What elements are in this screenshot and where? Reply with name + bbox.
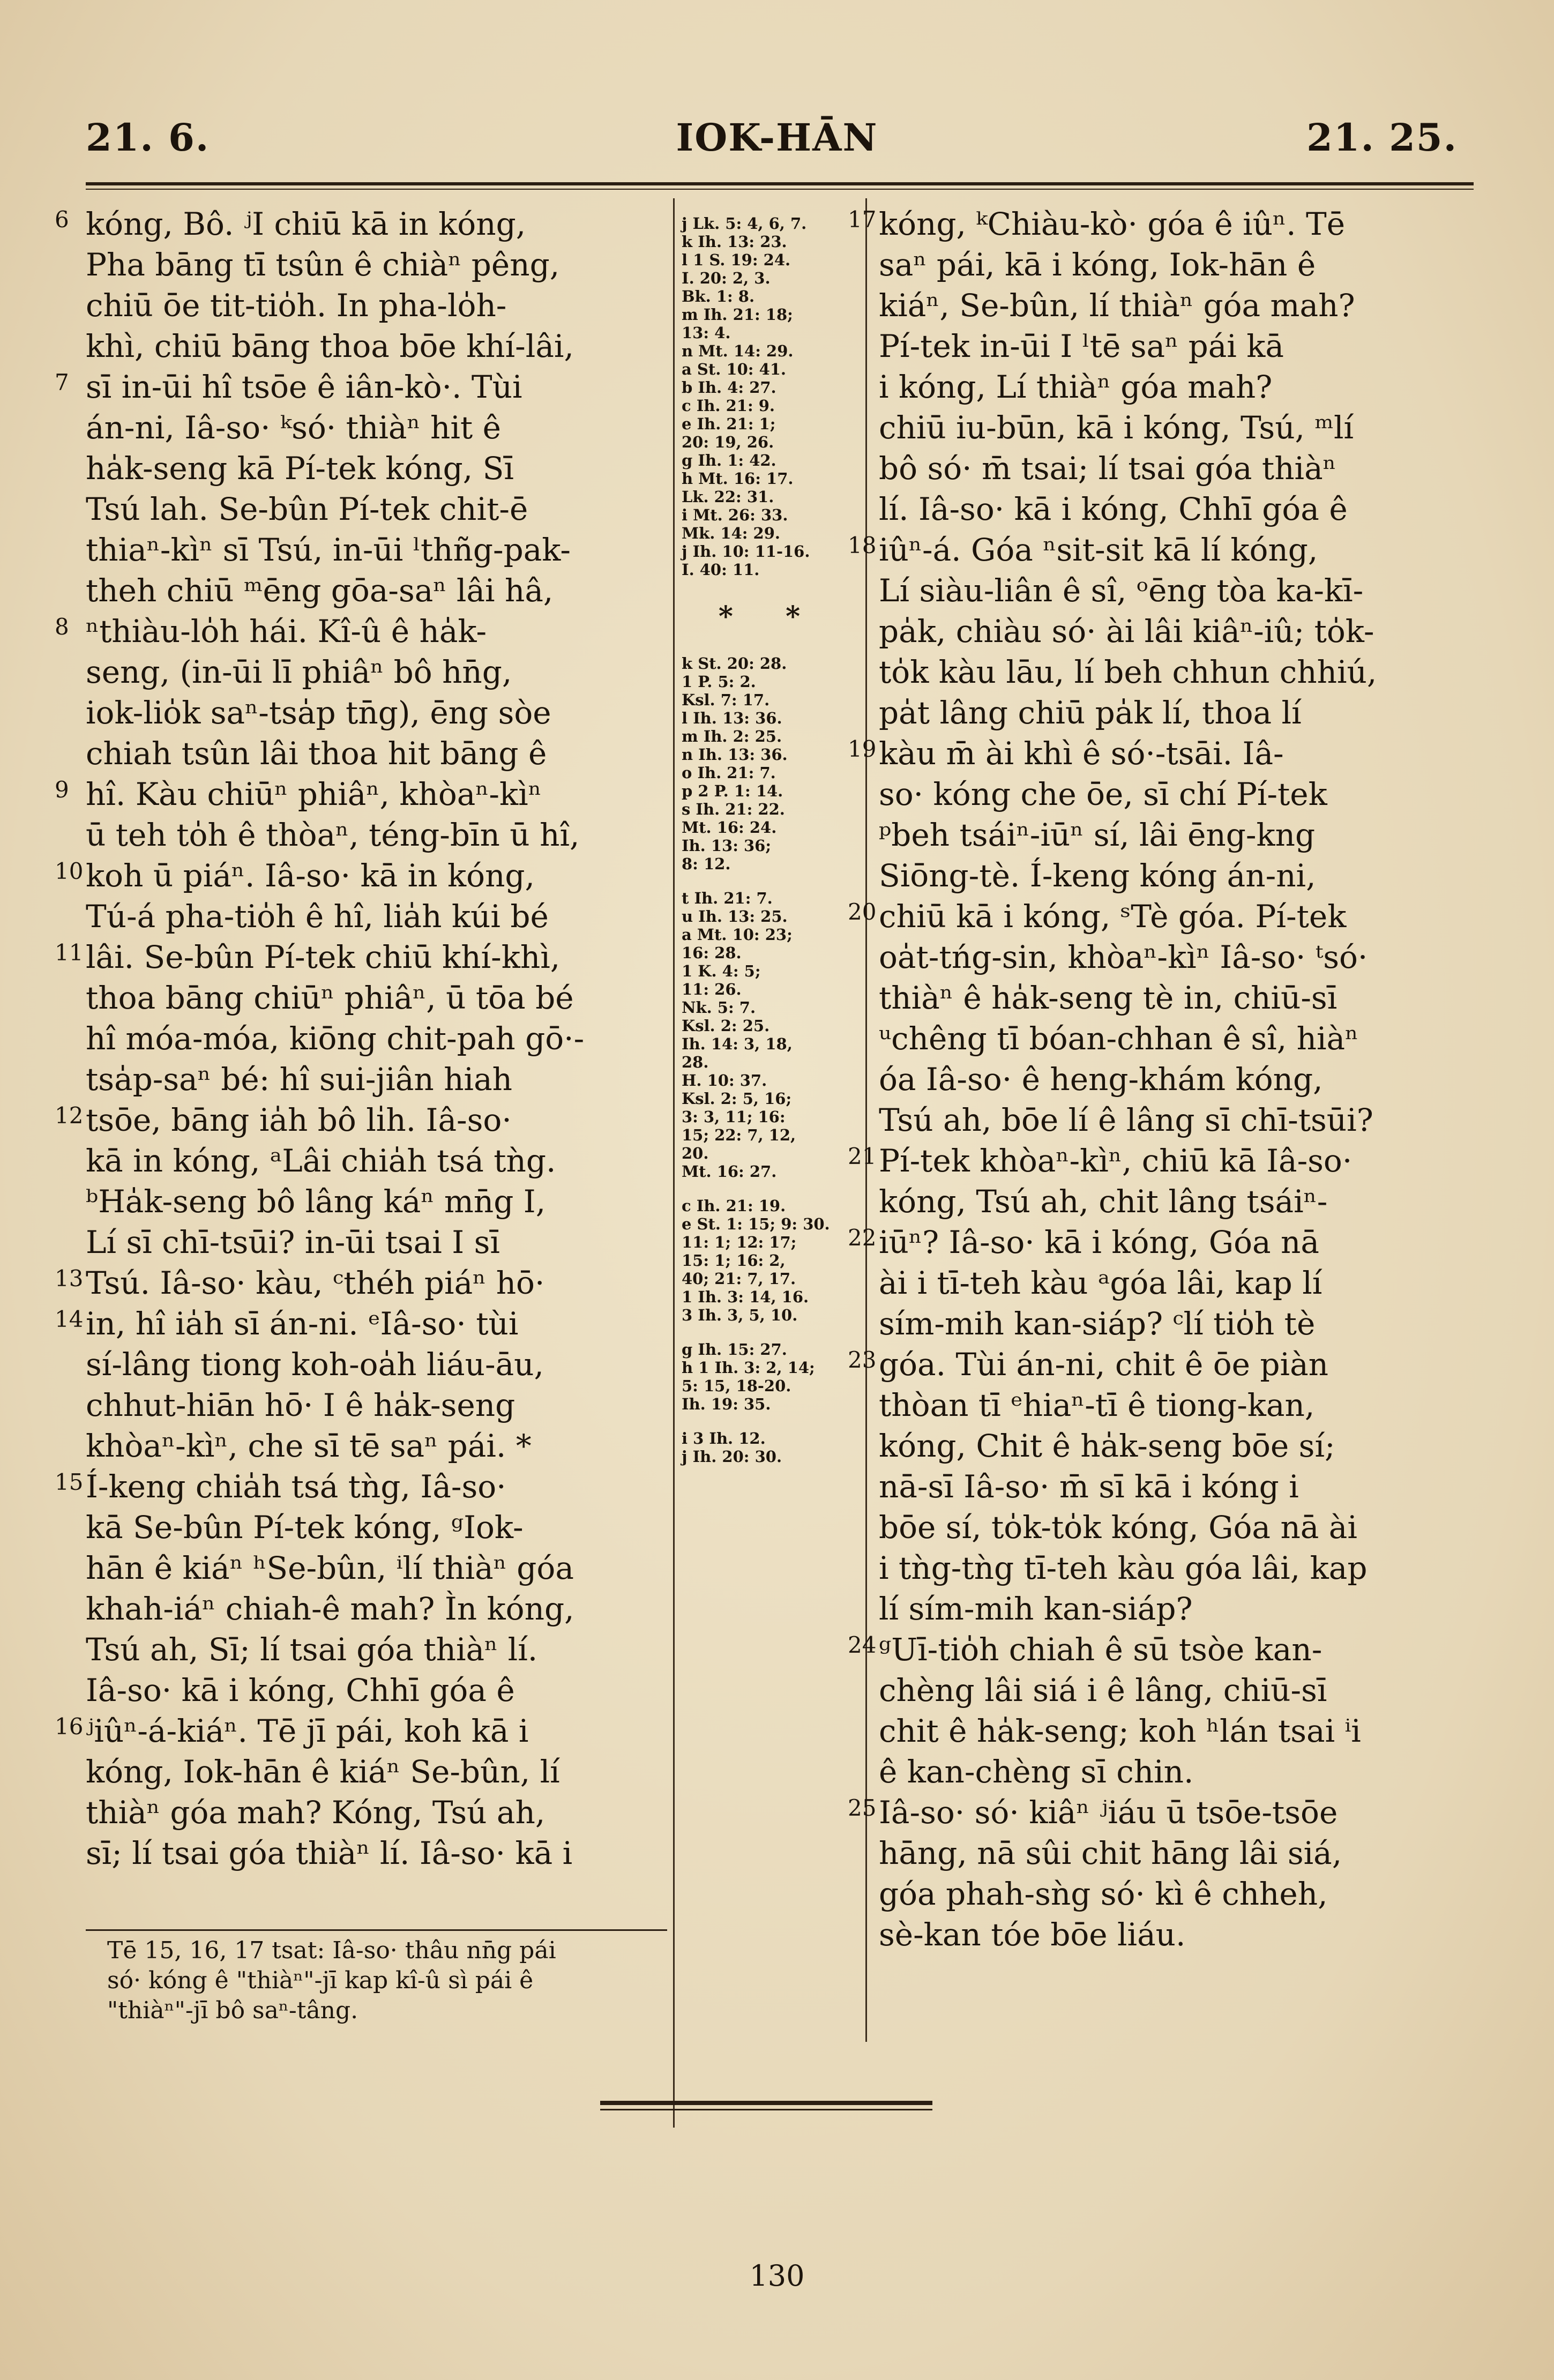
verse-text: kā Se-bûn Pí-tek kóng, ᵍIok- [86,1509,524,1546]
verse-line [55,1303,667,1344]
verse-text: kóng, Iok-hān ê kiáⁿ Se-bûn, lí [86,1754,560,1790]
verse-text: sī in-ūi hî tsōe ê iân-kò·. Tùi [86,369,522,405]
verse-line [86,326,667,367]
reference-entry: e Ih. 21: 1; [682,415,776,433]
verse-line [879,692,1466,733]
verse-text: thoa bāng chiūⁿ phiâⁿ, ū tōa bé [86,980,574,1016]
verse-text: tsa̍p-saⁿ bé: hî sui-jiân hiah [86,1061,513,1098]
reference-entry: 40; 21: 7, 17. [682,1270,796,1288]
verse-text: iūⁿ? Iâ-so· kā i kóng, Góa nā [879,1224,1319,1260]
reference-entry: I. 40: 11. [682,561,760,579]
verse-line [86,407,667,448]
reference-entry: j Lk. 5: 4, 6, 7. [682,214,807,233]
verse-line [55,774,667,815]
reference-entry: c Ih. 21: 9. [682,397,775,415]
reference-entry: i Mt. 26: 33. [682,506,788,524]
verse-line [86,652,667,692]
reference-entry: l Ih. 13: 36. [682,709,782,727]
verse-line [86,570,667,611]
verse-text: ū teh to̍h ê thòaⁿ, téng-bīn ū hî, [86,817,580,853]
reference-entry: Bk. 1: 8. [682,287,755,305]
verse-text: Siōng-tè. Í-keng kóng án-ni, [879,857,1316,894]
verse-text: koh ū piáⁿ. Iâ-so· kā in kóng, [86,857,535,894]
reference-entry: 1 Ih. 3: 14, 16. [682,1288,809,1306]
verse-line [86,692,667,733]
reference-entry: j Ih. 10: 11-16. [682,542,810,561]
verse-text: chiū iu-būn, kā i kóng, Tsú, ᵐlí [879,409,1354,446]
verse-line [86,978,667,1018]
verse-line [848,204,1466,244]
reference-entry: 3: 3, 11; 16: [682,1108,786,1126]
reference-entry: j Ih. 20: 30. [682,1448,782,1466]
reference-entry: c Ih. 21: 19. [682,1197,786,1215]
reference-entry [682,1324,858,1340]
end-rule [600,2101,932,2105]
reference-entry: 11: 26. [682,980,742,998]
verse-text: iok-lio̍k saⁿ-tsa̍p tn̄g), ēng sòe [86,695,551,731]
reference-entry [682,1181,858,1197]
reference-entry: 15: 1; 16: 2, [682,1251,786,1270]
reference-entry: h 1 Ih. 3: 2, 14; [682,1359,815,1377]
reference-entry: 11: 1; 12: 17; [682,1233,797,1251]
verse-line [879,1874,1466,1914]
verse-line [86,815,667,855]
verse-number: 10 [55,858,84,884]
verse-text: khì, chiū bāng thoa bōe khí-lâi, [86,328,574,364]
verse-line [86,1181,667,1222]
verse-line [879,367,1466,407]
verse-line [86,285,667,326]
verse-text: Iâ-so· só· kiâⁿ ʲiáu ū tsōe-tsōe [879,1794,1338,1831]
verse-text: sím-mih kan-siáp? ᶜlí tio̍h tè [879,1305,1316,1342]
reference-entry: u Ih. 13: 25. [682,907,788,926]
verse-line [86,1018,667,1059]
verse-text: thiaⁿ-kìⁿ sī Tsú, in-ūi ˡthñg-pak- [86,532,571,568]
reference-entry: 16: 28. [682,944,742,962]
verse-line [879,1914,1466,1955]
verse-line [86,1629,667,1670]
verse-number: 24 [848,1632,877,1658]
reference-entry: Mk. 14: 29. [682,524,780,542]
verse-line [879,326,1466,367]
reference-entry: 28. [682,1053,709,1071]
reference-entry: b Ih. 4: 27. [682,378,776,397]
verse-number: 16 [55,1713,84,1740]
verse-text: khòaⁿ-kìⁿ, che sī tē saⁿ pái. * [86,1428,532,1464]
verse-text: thiàⁿ góa mah? Kóng, Tsú ah, [86,1794,546,1831]
verse-line [86,1344,667,1385]
verse-text: sī; lí tsai góa thiàⁿ lí. Iâ-so· kā i [86,1835,573,1871]
verse-number: 15 [55,1469,84,1495]
verse-line [879,448,1466,489]
header-rule [86,182,1474,185]
verse-line [879,1507,1466,1548]
reference-entry: Ih. 13: 36; [682,837,772,855]
reference-entry: a Mt. 10: 23; [682,926,793,944]
verse-text: chiū kā i kóng, ˢTè góa. Pí-tek [879,898,1347,935]
verse-text: ha̍k-seng kā Pí-tek kóng, Sī [86,450,514,487]
verse-line [86,489,667,529]
verse-text: tsōe, bāng ia̍h bô li̍h. Iâ-so· [86,1102,512,1138]
reference-entry [682,873,858,889]
reference-entry: Ih. 19: 35. [682,1395,771,1413]
verse-line [848,1629,1466,1670]
reference-entry: k St. 20: 28. [682,654,787,673]
verse-line [55,855,667,896]
reference-entry: Ksl. 2: 25. [682,1017,770,1035]
verse-line [879,1100,1466,1140]
verse-line [55,937,667,978]
verse-line [879,855,1466,896]
verse-number: 12 [55,1102,84,1129]
reference-entry: 1 P. 5: 2. [682,673,756,691]
reference-entry: Nk. 5: 7. [682,998,756,1017]
reference-entry: h Mt. 16: 17. [682,469,794,488]
verse-text: kóng, Chit ê ha̍k-seng bōe sí; [879,1428,1335,1464]
reference-entry: m Ih. 2: 25. [682,727,782,745]
verse-text: Pí-tek khòaⁿ-kìⁿ, chiū kā Iâ-so· [879,1143,1353,1179]
verse-line [55,1100,667,1140]
reference-entry: p 2 P. 1: 14. [682,782,783,800]
verse-line [879,652,1466,692]
verse-line [879,1018,1466,1059]
verse-text: sè-kan tóe bōe liáu. [879,1916,1186,1953]
verse-line [55,611,667,652]
verse-line [879,1181,1466,1222]
verse-text: kóng, Tsú ah, chit lâng tsáiⁿ- [879,1183,1328,1220]
verse-text: ᵇHa̍k-seng bô lâng káⁿ mn̄g I, [86,1183,546,1220]
reference-entry: I. 20: 2, 3. [682,269,771,287]
verse-text: pa̍k, chiàu só· ài lâi kiâⁿ-iû; to̍k- [879,613,1374,650]
verse-line [879,489,1466,529]
reference-entry: Mt. 16: 27. [682,1162,777,1181]
verse-text: kàu m̄ ài khì ê só·-tsāi. Iâ- [879,735,1284,772]
verse-line [86,1792,667,1833]
verse-number: 21 [848,1143,877,1169]
reference-entry: 20: 19, 26. [682,433,774,451]
verse-text: hî móa-móa, kiōng chit-pah gō·- [86,1020,585,1057]
reference-entry: H. 10: 37. [682,1071,767,1090]
verse-text: ê kan-chèng sī chin. [879,1754,1194,1790]
verse-line [55,1466,667,1507]
verse-text: chit ê ha̍k-seng; koh ʰlán tsai ⁱi [879,1713,1361,1749]
verse-line [879,1833,1466,1874]
reference-entry: m Ih. 21: 18; [682,305,793,324]
reference-entry: g Ih. 15: 27. [682,1340,787,1359]
verse-text: Í-keng chia̍h tsá tǹg, Iâ-so· [86,1468,506,1505]
verse-text: ài i tī-teh kàu ᵃgóa lâi, kap lí [879,1265,1323,1301]
reference-entry: i 3 Ih. 12. [682,1429,766,1448]
verse-text: so· kóng che ōe, sī chí Pí-tek [879,776,1327,812]
reference-entry: Ksl. 2: 5, 16; [682,1090,792,1108]
verse-text: lí. Iâ-so· kā i kóng, Chhī góa ê [879,491,1348,527]
verse-line [86,244,667,285]
verse-line [86,896,667,937]
verse-line [879,815,1466,855]
verse-text: saⁿ pái, kā i kóng, Iok-hān ê [879,247,1316,283]
verse-number: 7 [55,369,69,396]
verse-line [86,1140,667,1181]
reference-entry: Mt. 16: 24. [682,818,777,837]
verse-line [879,937,1466,978]
verse-line [55,1711,667,1751]
verse-line [879,1670,1466,1711]
verse-line [879,1466,1466,1507]
reference-entry: s Ih. 21: 22. [682,800,785,818]
reference-entry: 8: 12. [682,855,731,873]
verse-line [879,407,1466,448]
verse-number: 17 [848,206,877,233]
verse-line [879,1059,1466,1100]
verse-text: án-ni, Iâ-so· ᵏsó· thiàⁿ hit ê [86,409,501,446]
verse-line [879,1751,1466,1792]
reference-entry: a St. 10: 41. [682,360,787,378]
reference-entry: 20. [682,1144,709,1162]
verse-line [55,1263,667,1303]
reference-entry: t Ih. 21: 7. [682,889,773,907]
verse-text: thiàⁿ ê ha̍k-seng tè in, chiū-sī [879,980,1338,1016]
verse-line [848,1792,1466,1833]
verse-line [879,1588,1466,1629]
verse-line [86,1670,667,1711]
verse-number: 23 [848,1347,877,1373]
verse-text: chiah tsûn lâi thoa hit bāng ê [86,735,547,772]
verse-text: kóng, ᵏChiàu-kò· góa ê iûⁿ. Tē [879,206,1346,242]
reference-entry: e St. 1: 15; 9: 30. [682,1215,830,1233]
verse-text: óa Iâ-so· ê heng-khám kóng, [879,1061,1323,1098]
verse-text: nā-sī Iâ-so· m̄ sī kā i kóng i [879,1468,1299,1505]
verse-text: hāng, nā sûi chit hāng lâi siá, [879,1835,1342,1871]
verse-line [55,204,667,244]
verse-text: Tú-á pha-tio̍h ê hî, lia̍h kúi bé [86,898,549,935]
verse-text: hî. Kàu chiūⁿ phiâⁿ, khòaⁿ-kìⁿ [86,776,542,812]
verse-text: góa. Tùi án-ni, chit ê ōe piàn [879,1346,1329,1383]
header-rule-thin [86,189,1474,190]
verse-number: 22 [848,1225,877,1251]
verse-text: lí sím-mih kan-siáp? [879,1591,1193,1627]
cross-references [682,214,858,1466]
verse-text: i kóng, Lí thiàⁿ góa mah? [879,369,1273,405]
reference-entry: Lk. 22: 31. [682,488,774,506]
verse-line [879,1385,1466,1426]
verse-text: iûⁿ-á. Góa ⁿsit-sit kā lí kóng, [879,532,1318,568]
verse-text: chiū ōe tit-tio̍h. In pha-lo̍h- [86,287,507,324]
verse-line [879,570,1466,611]
verse-line [86,1059,667,1100]
book-title: IOK-HĀN [676,115,878,160]
verse-text: Lí siàu-liân ê sî, ᵒēng tòa ka-kī- [879,572,1364,609]
verse-line [879,1711,1466,1751]
verse-text: Tsú lah. Se-bûn Pí-tek chit-ē [86,491,528,527]
verse-text: ʲiûⁿ-á-kiáⁿ. Tē jī pái, koh kā i [86,1713,529,1749]
reference-entry: 13: 4. [682,324,731,342]
left-text-column [55,204,667,1874]
verse-number: 19 [848,736,877,762]
header-left-ref: 21. 6. [86,115,210,160]
footnote [107,1936,670,2026]
verse-line [86,1507,667,1548]
verse-line [848,733,1466,774]
verse-text: ᵍUī-tio̍h chiah ê sū tsòe kan- [879,1631,1323,1668]
verse-line [86,1426,667,1466]
verse-line [86,1751,667,1792]
verse-line [879,285,1466,326]
verse-text: góa phah-sǹg só· kì ê chheh, [879,1876,1328,1912]
verse-line [86,1588,667,1629]
right-text-column [848,204,1466,1955]
verse-line [879,244,1466,285]
references-top [682,214,858,579]
verse-text: bōe sí, to̍k-to̍k kóng, Góa nā ài [879,1509,1357,1546]
verse-text: seng, (in-ūi lī phiâⁿ bô hn̄g, [86,654,512,690]
verse-line [86,1222,667,1263]
reference-entry: g Ih. 1: 42. [682,451,776,469]
verse-line [86,529,667,570]
footnote-line: só· kóng ê "thiàⁿ"-jī kap kî-û sì pái ê [107,1967,534,1994]
reference-entry: k Ih. 13: 23. [682,233,787,251]
verse-line [879,1426,1466,1466]
verse-text: bô só· m̄ tsai; lí tsai góa thiàⁿ [879,450,1336,487]
verse-text: chèng lâi siá i ê lâng, chiū-sī [879,1672,1327,1708]
verse-text: ᵘchêng tī bóan-chhan ê sî, hiàⁿ [879,1020,1359,1057]
footnote-line: "thiàⁿ"-jī bô saⁿ-tâng. [107,1997,358,2024]
column-divider-left [673,198,675,2128]
verse-text: Tsú ah, Sī; lí tsai góa thiàⁿ lí. [86,1631,538,1668]
verse-number: 9 [55,777,69,803]
verse-number: 18 [848,532,877,558]
verse-text: chhut-hiān hō· I ê ha̍k-seng [86,1387,515,1423]
verse-line [848,1344,1466,1385]
verse-line [86,448,667,489]
verse-number: 25 [848,1795,877,1821]
reference-entry: 5: 15, 18-20. [682,1377,791,1395]
reference-entry: o Ih. 21: 7. [682,764,776,782]
references-bottom [682,654,858,1466]
references-stars: * * [718,600,822,633]
reference-entry [682,1413,858,1429]
verse-text: theh chiū ᵐēng gōa-saⁿ lâi hâ, [86,572,554,609]
reference-entry: 1 K. 4: 5; [682,962,761,980]
verse-text: ᵖbeh tsáiⁿ-iūⁿ sí, lâi ēng-kng [879,817,1316,853]
verse-text: Pha bāng tī tsûn ê chiàⁿ pêng, [86,247,560,283]
verse-number: 8 [55,614,69,640]
reference-entry: 15; 22: 7, 12, [682,1126,796,1144]
verse-text: thòan tī ᵉhiaⁿ-tī ê tiong-kan, [879,1387,1315,1423]
verse-line [879,1303,1466,1344]
footnote-line: Tē 15, 16, 17 tsat: Iâ-so· thâu nn̄g pái [107,1937,556,1964]
verse-number: 14 [55,1306,84,1332]
end-rule-thin [600,2109,932,2110]
verse-number: 20 [848,899,877,925]
verse-line [86,733,667,774]
column-divider-right [865,198,867,2042]
verse-text: kóng, Bô. ʲI chiū kā in kóng, [86,206,526,242]
verse-number: 11 [55,939,84,966]
verse-line [848,1222,1466,1263]
verse-text: pa̍t lâng chiū pa̍k lí, thoa lí [879,695,1302,731]
verse-text: kiáⁿ, Se-bûn, lí thiàⁿ góa mah? [879,287,1355,324]
verse-text: to̍k kàu lāu, lí beh chhun chhiú, [879,654,1377,690]
verse-line [86,1548,667,1588]
verse-text: ⁿthiàu-lo̍h hái. Kî-û ê ha̍k- [86,613,487,650]
verse-text: sí-lâng tiong koh-oa̍h liáu-āu, [86,1346,544,1383]
verse-number: 13 [55,1265,84,1292]
verse-number: 6 [55,206,69,233]
verse-text: Iâ-so· kā i kóng, Chhī góa ê [86,1672,515,1708]
verse-text: Pí-tek in-ūi I ˡtē saⁿ pái kā [879,328,1284,364]
verse-line [879,1263,1466,1303]
reference-entry: l 1 S. 19: 24. [682,251,791,269]
reference-entry: 3 Ih. 3, 5, 10. [682,1306,798,1324]
header-right-ref: 21. 25. [1306,115,1458,160]
verse-line [848,1140,1466,1181]
verse-line [848,529,1466,570]
verse-text: i tǹg-tǹg tī-teh kàu góa lâi, kap [879,1550,1368,1586]
reference-entry: n Mt. 14: 29. [682,342,794,360]
verse-line [879,978,1466,1018]
verse-text: hān ê kiáⁿ ʰSe-bûn, ⁱlí thiàⁿ góa [86,1550,574,1586]
footnote-rule [86,1929,667,1931]
reference-entry: Ksl. 7: 17. [682,691,770,709]
verse-text: Lí sī chī-tsūi? in-ūi tsai I sī [86,1224,500,1260]
verse-line [86,1833,667,1874]
verse-line [848,896,1466,937]
verse-line [86,1385,667,1426]
verse-line [879,774,1466,815]
verse-text: lâi. Se-bûn Pí-tek chiū khí-khì, [86,939,561,975]
reference-entry: Ih. 14: 3, 18, [682,1035,793,1053]
verse-line [879,1548,1466,1588]
verse-text: oa̍t-tńg-sin, khòaⁿ-kìⁿ Iâ-so· ᵗsó· [879,939,1368,975]
verse-text: khah-iáⁿ chiah-ê mah? Ìn kóng, [86,1591,574,1627]
verse-text: Tsú ah, bōe lí ê lâng sī chī-tsūi? [879,1102,1373,1138]
verse-line [879,611,1466,652]
reference-entry: n Ih. 13: 36. [682,745,788,764]
verse-text: in, hî ia̍h sī án-ni. ᵉIâ-so· tùi [86,1305,519,1342]
verse-line [55,367,667,407]
page-number: 130 [749,2259,805,2293]
verse-text: Tsú. Iâ-so· kàu, ᶜthéh piáⁿ hō· [86,1265,545,1301]
verse-text: kā in kóng, ᵃLâi chia̍h tsá tǹg. [86,1143,556,1179]
